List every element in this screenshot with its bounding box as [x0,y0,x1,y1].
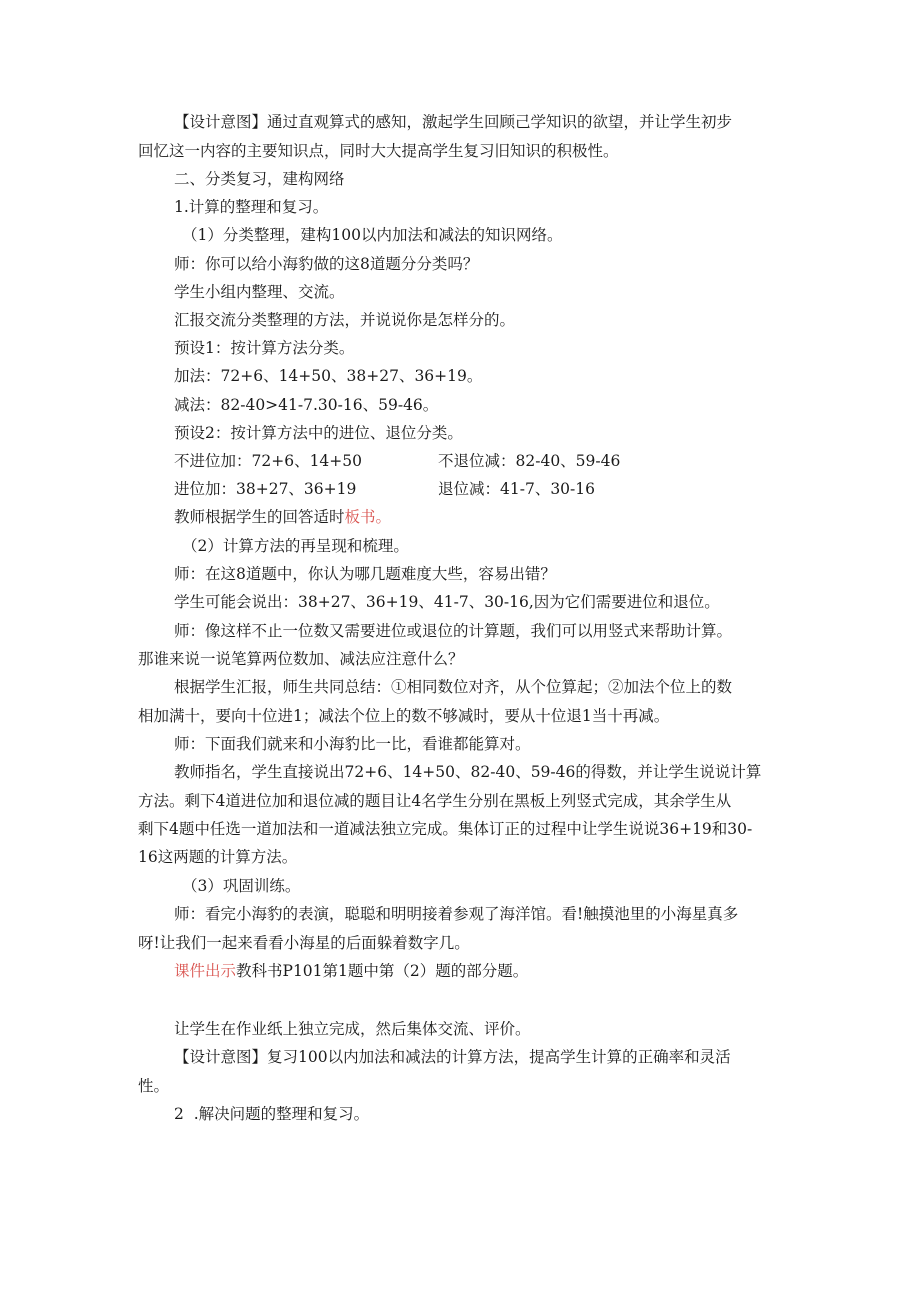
teacher-names-line-4: 16这两题的计算方法。 [138,848,298,866]
design-intent-text: 通过直观算式的感知，激起学生回顾己学知识的欲望，并让学生初步 [267,113,733,131]
teacher-compete: 师：下面我们就来和小海豹比一比，看谁都能算对。 [174,735,531,753]
teacher-vertical-form-line-2: 那谁来说一说笔算两位数加、减法应注意什么？ [138,650,464,668]
no-borrow-subtraction: 不退位减：82-40、59-46 [438,452,621,470]
design-intent-paragraph-line-2: 回忆这一内容的主要知识点，同时大大提高学生复习旧知识的积极性。 [138,142,619,160]
board-writing-prefix: 教师根据学生的回答适时 [174,508,345,526]
design-intent-2-line-2: 性。 [138,1077,170,1095]
teacher-question-2: 师：在这8道题中，你认为哪几题难度大些，容易出错？ [174,565,556,583]
courseware-text: 教科书P101第1题中第（2）题的部分题。 [236,962,529,980]
courseware-line [174,961,528,981]
board-writing-highlight: 板书。 [344,508,392,526]
courseware-highlight: 课件出示 [174,962,237,980]
part-2-title: （2）计算方法的再呈现和梳理。 [182,537,409,555]
design-intent-label: 【设计意图】 [174,113,268,131]
section-2-title: 二、分类复习，建构网络 [174,170,345,188]
teacher-names-line-3: 剩下4题中任选一道加法和一道减法独立完成。集体订正的过程中让学生说说36+19和30- [138,820,753,838]
part-3-title: （3）巩固训练。 [182,877,301,895]
teacher-vertical-form-line-1: 师：像这样不止一位数又需要进位或退位的计算题，我们可以用竖式来帮助计算。 [174,622,733,640]
summary-line-2: 相加满十，要向十位进1；减法个位上的数不够减时，要从十位退1当十再减。 [138,707,670,725]
subsection-2-title: 2 .解决问题的整理和复习。 [174,1105,370,1123]
design-intent-paragraph-line-1 [174,112,732,132]
teacher-names-line-1: 教师指名，学生直接说出72+6、14+50、82-40、59-46的得数，并让学生说说计算 [174,763,762,781]
teacher-aquarium-line-1: 师：看完小海豹的表演，聪聪和明明接着参观了海洋馆。看!触摸池里的小海星真多 [174,905,739,923]
teacher-question-1: 师：你可以给小海豹做的这8道题分分类吗？ [174,255,479,273]
subsection-1-title: 1.计算的整理和复习。 [174,198,329,216]
no-carry-addition: 不进位加：72+6、14+50 [174,452,363,470]
teacher-names-line-2: 方法。剩下4道进位加和退位减的题目让4名学生分别在黑板上列竖式完成，其余学生从 [138,792,732,810]
summary-line-1: 根据学生汇报，师生共同总结：①相同数位对齐，从个位算起；②加法个位上的数 [174,678,733,696]
student-group-work: 学生小组内整理、交流。 [174,283,345,301]
borrow-subtraction: 退位减：41-7、30-16 [438,480,596,498]
report-method: 汇报交流分类整理的方法，并说说你是怎样分的。 [174,311,516,329]
teacher-aquarium-line-2: 呀!让我们一起来看看小海星的后面躲着数字几。 [138,934,470,952]
preset-2: 预设2：按计算方法中的进位、退位分类。 [174,424,463,442]
preset-1: 预设1：按计算方法分类。 [174,339,355,357]
addition-list: 加法：72+6、14+50、38+27、36+19。 [174,367,483,385]
part-1-title: （1）分类整理，建构100以内加法和减法的知识网络。 [182,226,563,244]
student-possible-answer: 学生可能会说出：38+27、36+19、41-7、30-16,因为它们需要进位和退位。 [174,593,720,611]
carry-addition: 进位加：38+27、36+19 [174,480,357,498]
board-writing-line [174,507,391,527]
independent-work: 让学生在作业纸上独立完成，然后集体交流、评价。 [174,1020,531,1038]
subtraction-list: 减法：82-40>41-7.30-16、59-46。 [174,396,439,414]
design-intent-2-line-1: 【设计意图】复习100以内加法和减法的计算方法，提高学生计算的正确率和灵活 [174,1048,731,1066]
